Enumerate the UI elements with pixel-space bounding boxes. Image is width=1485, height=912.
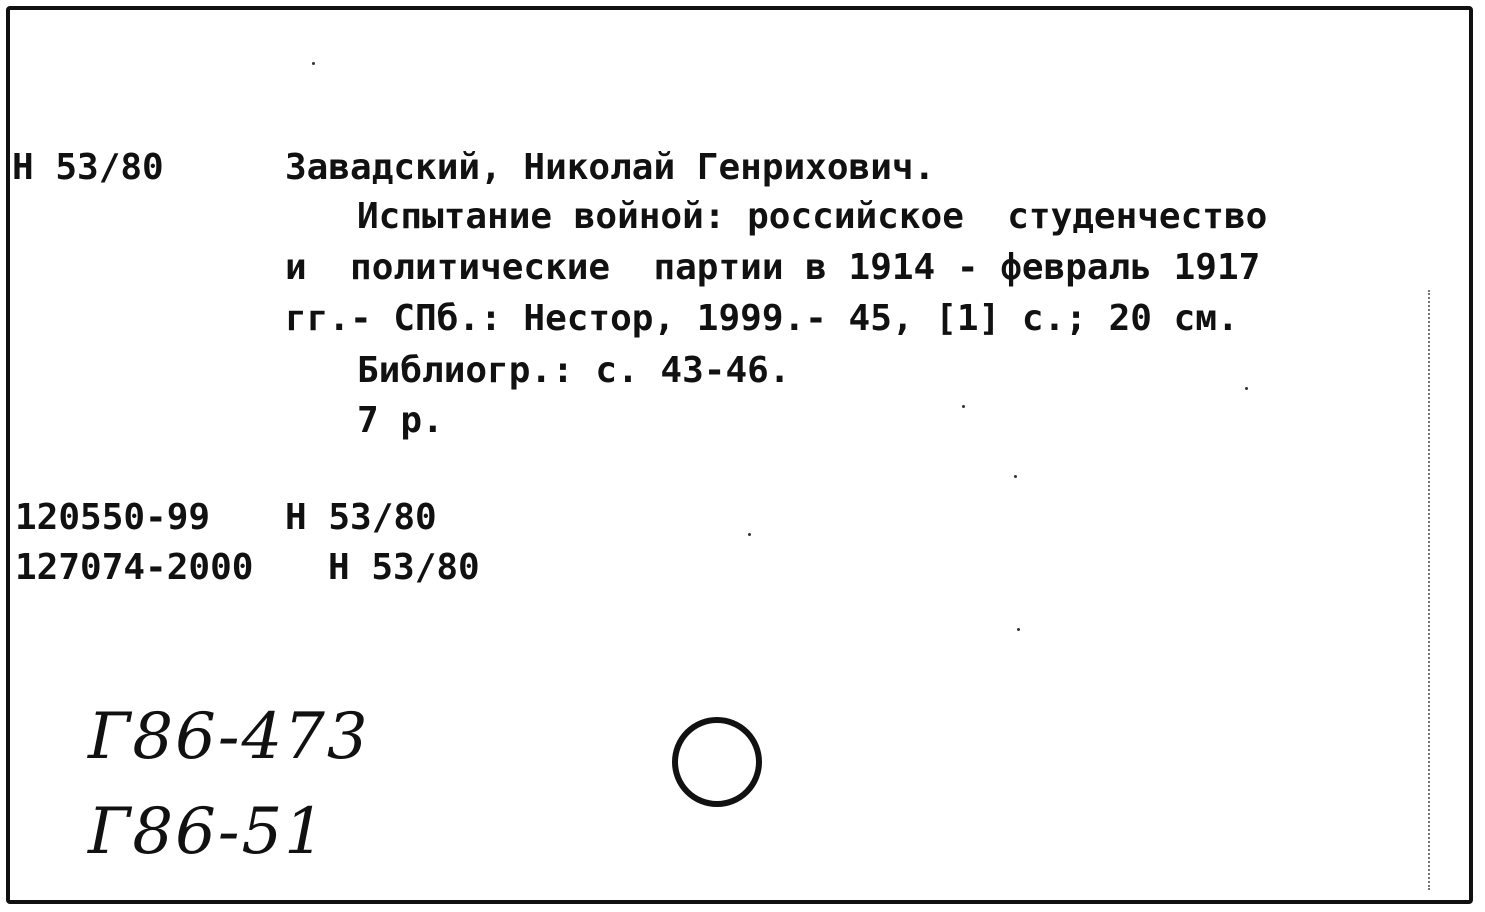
handwritten-code: Г86-473: [88, 700, 370, 774]
shelf-mark: Н 53/80: [12, 147, 164, 188]
bibliography-note: Библиогр.: с. 43-46.: [357, 350, 791, 391]
title-line-3: гг.- СПб.: Нестор, 1999.- 45, [1] с.; 20 см.: [285, 298, 1239, 339]
card-punch-hole: [672, 717, 762, 807]
title-line-1: Испытание войной: российское студенчество: [357, 196, 1268, 237]
title-line-2: и политические партии в 1914 - февраль 1917: [285, 247, 1261, 288]
scan-speck: [1245, 387, 1248, 390]
edge-scan-artifact: [1428, 290, 1433, 890]
holding-accession: 120550-99: [15, 497, 211, 538]
holding-shelf-mark: Н 53/80: [285, 497, 437, 538]
scan-speck: [962, 405, 965, 408]
holding-accession: 127074-2000: [15, 547, 254, 588]
handwritten-code: Г86-51: [88, 795, 327, 869]
scan-speck: [748, 533, 751, 536]
scan-speck: [312, 62, 315, 65]
scan-speck: [1014, 475, 1017, 478]
holding-shelf-mark: Н 53/80: [328, 547, 480, 588]
scan-speck: [1017, 628, 1020, 631]
price: 7 р.: [357, 400, 444, 441]
author-heading: Завадский, Николай Генрихович.: [285, 147, 936, 188]
